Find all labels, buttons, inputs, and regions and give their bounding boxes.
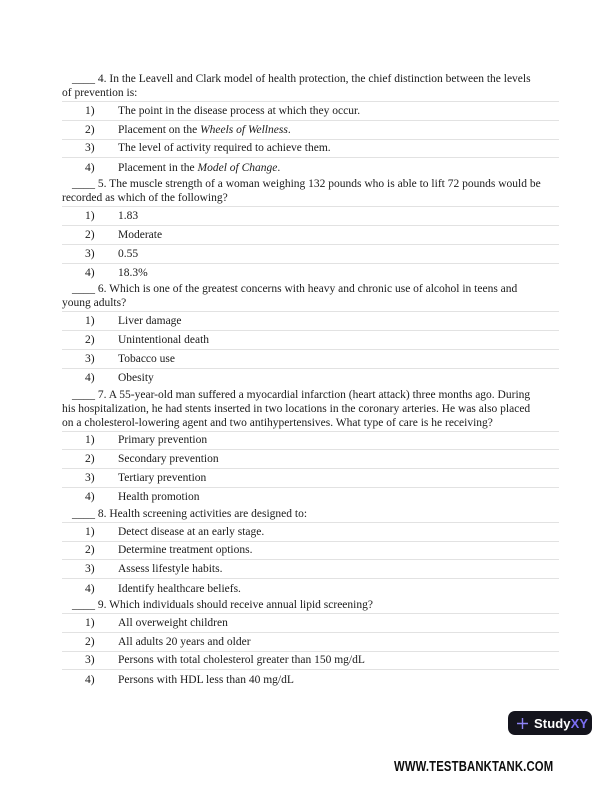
- option-text: Secondary prevention: [118, 453, 219, 466]
- option-text: Unintentional death: [118, 334, 210, 347]
- option-row: [62, 488, 559, 507]
- option-row: [62, 158, 559, 177]
- option-number: 3): [85, 142, 95, 155]
- option-number: 3): [85, 563, 95, 576]
- option-row: [62, 542, 559, 561]
- option-row: [62, 350, 559, 369]
- option-number: 3): [85, 654, 95, 667]
- option-row: [62, 652, 559, 671]
- option-number: 4): [85, 266, 95, 279]
- option-row: [62, 432, 559, 451]
- question-stem: ____ 9. Which individuals should receive annual lipid screening?: [72, 598, 373, 611]
- option-text: All adults 20 years and older: [118, 635, 251, 648]
- option-text: Detect disease at an early stage.: [118, 525, 265, 538]
- answer-blank: ____: [72, 388, 95, 401]
- site-url: WWW.TESTBANKTANK.COM: [394, 759, 554, 775]
- option-number: 2): [85, 544, 95, 557]
- studyxy-badge: [508, 711, 592, 735]
- option-number: 3): [85, 472, 95, 485]
- option-text: Obesity: [118, 372, 154, 385]
- option-number: 4): [85, 673, 95, 686]
- option-row: [62, 560, 559, 579]
- option-text: Moderate: [118, 228, 163, 241]
- option-row: [62, 264, 559, 283]
- question-block: [62, 598, 559, 689]
- option-row: [62, 670, 559, 689]
- option-number: 3): [85, 352, 95, 365]
- option-row: [62, 207, 559, 226]
- option-text: All overweight children: [118, 616, 228, 629]
- option-number: 4): [85, 161, 95, 174]
- option-text: Tobacco use: [118, 352, 175, 365]
- question-block: [62, 72, 559, 177]
- question-block: [62, 282, 559, 387]
- option-row: [62, 121, 559, 140]
- question-stem: ____ 4. In the Leavell and Clark model of health protection, the chief distinction between the levels of prevention is:: [62, 73, 531, 99]
- option-number: 2): [85, 228, 95, 241]
- option-text: Tertiary prevention: [118, 472, 207, 485]
- option-text: Health promotion: [118, 491, 200, 504]
- question-block: [62, 177, 559, 282]
- brand-name: Study: [534, 715, 571, 731]
- option-text: 0.55: [118, 247, 139, 260]
- option-number: 1): [85, 434, 95, 447]
- option-row: [62, 312, 559, 331]
- option-text: Persons with total cholesterol greater than 150 mg/dL: [118, 654, 365, 667]
- question-block: [62, 507, 559, 598]
- option-text: Liver damage: [118, 315, 182, 328]
- option-number: 1): [85, 616, 95, 629]
- option-number: 2): [85, 123, 95, 136]
- option-row: [62, 579, 559, 598]
- option-number: 4): [85, 372, 95, 385]
- option-row: [62, 245, 559, 264]
- answer-blank: ____: [72, 178, 95, 191]
- option-number: 2): [85, 635, 95, 648]
- option-number: 1): [85, 315, 95, 328]
- option-number: 2): [85, 334, 95, 347]
- option-row: [62, 469, 559, 488]
- option-text: 1.83: [118, 210, 139, 223]
- answer-blank: ____: [72, 507, 95, 520]
- question-stem: ____ 8. Health screening activities are designed to:: [72, 507, 308, 520]
- answer-blank: ____: [72, 283, 95, 296]
- option-text: 18.3%: [118, 266, 148, 279]
- option-number: 4): [85, 582, 95, 595]
- option-row: [62, 226, 559, 245]
- option-number: 1): [85, 525, 95, 538]
- option-row: [62, 102, 559, 121]
- option-text: Primary prevention: [118, 434, 208, 447]
- plus-icon: [516, 717, 529, 730]
- option-row: [62, 523, 559, 542]
- option-number: 1): [85, 210, 95, 223]
- option-text: Determine treatment options.: [118, 544, 253, 557]
- option-number: 3): [85, 247, 95, 260]
- option-row: [62, 140, 559, 159]
- option-row: [62, 614, 559, 633]
- option-number: 2): [85, 453, 95, 466]
- option-text: Identify healthcare beliefs.: [118, 582, 241, 595]
- question-block: [62, 388, 559, 507]
- option-number: 4): [85, 491, 95, 504]
- option-text: Persons with HDL less than 40 mg/dL: [118, 673, 294, 686]
- option-row: [62, 369, 559, 388]
- question-list: [62, 72, 559, 689]
- answer-blank: ____: [72, 73, 95, 85]
- question-stem: ____ 6. Which is one of the greatest concerns with heavy and chronic use of alcohol in teens and young adults?: [62, 283, 518, 310]
- brand-accent: XY: [570, 715, 589, 731]
- option-row: [62, 450, 559, 469]
- option-text: The point in the disease process at which they occur.: [118, 104, 361, 117]
- option-row: [62, 331, 559, 350]
- question-stem: ____ 7. A 55-year-old man suffered a myocardial infarction (heart attack) three months ago. During his hospitalization, he had stents inserted in two locations in the coronary arteries. He was also placed on a cholesterol-lowering agent and two antihypertensives. What type of care is he receiving?: [62, 388, 531, 429]
- answer-blank: ____: [72, 598, 95, 611]
- question-stem: ____ 5. The muscle strength of a woman weighing 132 pounds who is able to lift 72 pounds would be recorded as which of the following?: [62, 178, 541, 205]
- option-text: Placement in the Model of Change.: [118, 161, 281, 174]
- option-text: The level of activity required to achieve them.: [118, 142, 331, 155]
- option-text: Placement on the Wheels of Wellness.: [118, 123, 291, 136]
- option-text: Assess lifestyle habits.: [118, 563, 223, 576]
- option-number: 1): [85, 104, 95, 117]
- option-row: [62, 633, 559, 652]
